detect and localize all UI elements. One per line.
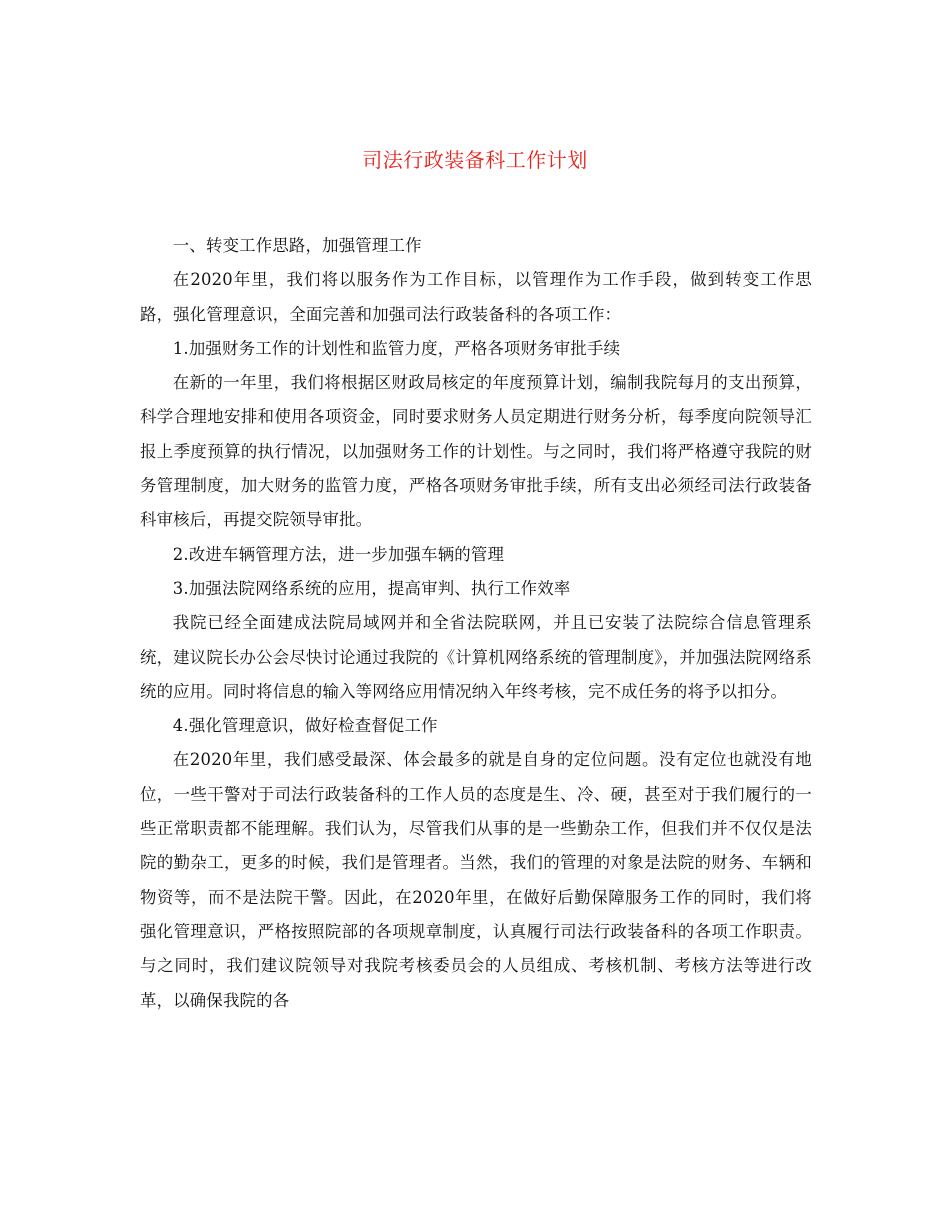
paragraph: 在2020年里，我们感受最深、体会最多的就是自身的定位问题。没有定位也就没有地位，一些干警对于司法行政装备科的工作人员的态度是生、冷、硬，甚至对于我们履行的一些正常职责都不能理解。我们认为，尽管我们从事的是一些勤杂工作，但我们并不仅仅是法院的勤杂工，更多的时候，我们是管理者。当然，我们的管理的对象是法院的财务、车辆和物资等，而不是法院干警。因此，在2020年里，在做好后勤保障服务工作的同时，我们将强化管理意识，严格按照院部的各项规章制度，认真履行司法行政装备科的各项工作职责。与之同时，我们建议院领导对我院考核委员会的人员组成、考核机制、考核方法等进行改革，以确保我院的各 [140,750,812,1010]
section-heading: 一、转变工作思路，加强管理工作 [172,236,422,255]
subsection-heading: 3.加强法院网络系统的应用，提高审判、执行工作效率 [172,578,571,598]
paragraph: 我院已经全面建成法院局域网并和全省法院联网，并且已安装了法院综合信息管理系统，建议院长办公会尽快讨论通过我院的《计算机网络系统的管理制度》，并加强法院网络系统的应用。同时将信息的输入等网络应用情况纳入年终考核，完不成任务的将予以扣分。 [140,613,813,701]
document-body [140,229,812,1018]
document-title: 司法行政装备科工作计划 [362,148,588,172]
subsection-heading: 1.加强财务工作的计划性和监管力度，严格各项财务审批手续 [172,338,621,358]
paragraph: 在2020年里，我们将以服务作为工作目标，以管理作为工作手段，做到转变工作思路，强化管理意识，全面完善和加强司法行政装备科的各项工作： [140,270,812,324]
subsection-heading: 4.强化管理意识，做好检查督促工作 [172,716,438,736]
paragraph: 在新的一年里，我们将根据区财政局核定的年度预算计划，编制我院每月的支出预算，科学合理地安排和使用各项资金，同时要求财务人员定期进行财务分析，每季度向院领导汇报上季度预算的执行情况，以加强财务工作的计划性。与之同时，我们将严格遵守我院的财务管理制度，加大财务的监管力度，严格各项财务审批手续，所有支出必须经司法行政装备科审核后，再提交院领导审批。 [140,373,812,530]
subsection-heading: 2.改进车辆管理方法，进一步加强车辆的管理 [172,544,505,564]
